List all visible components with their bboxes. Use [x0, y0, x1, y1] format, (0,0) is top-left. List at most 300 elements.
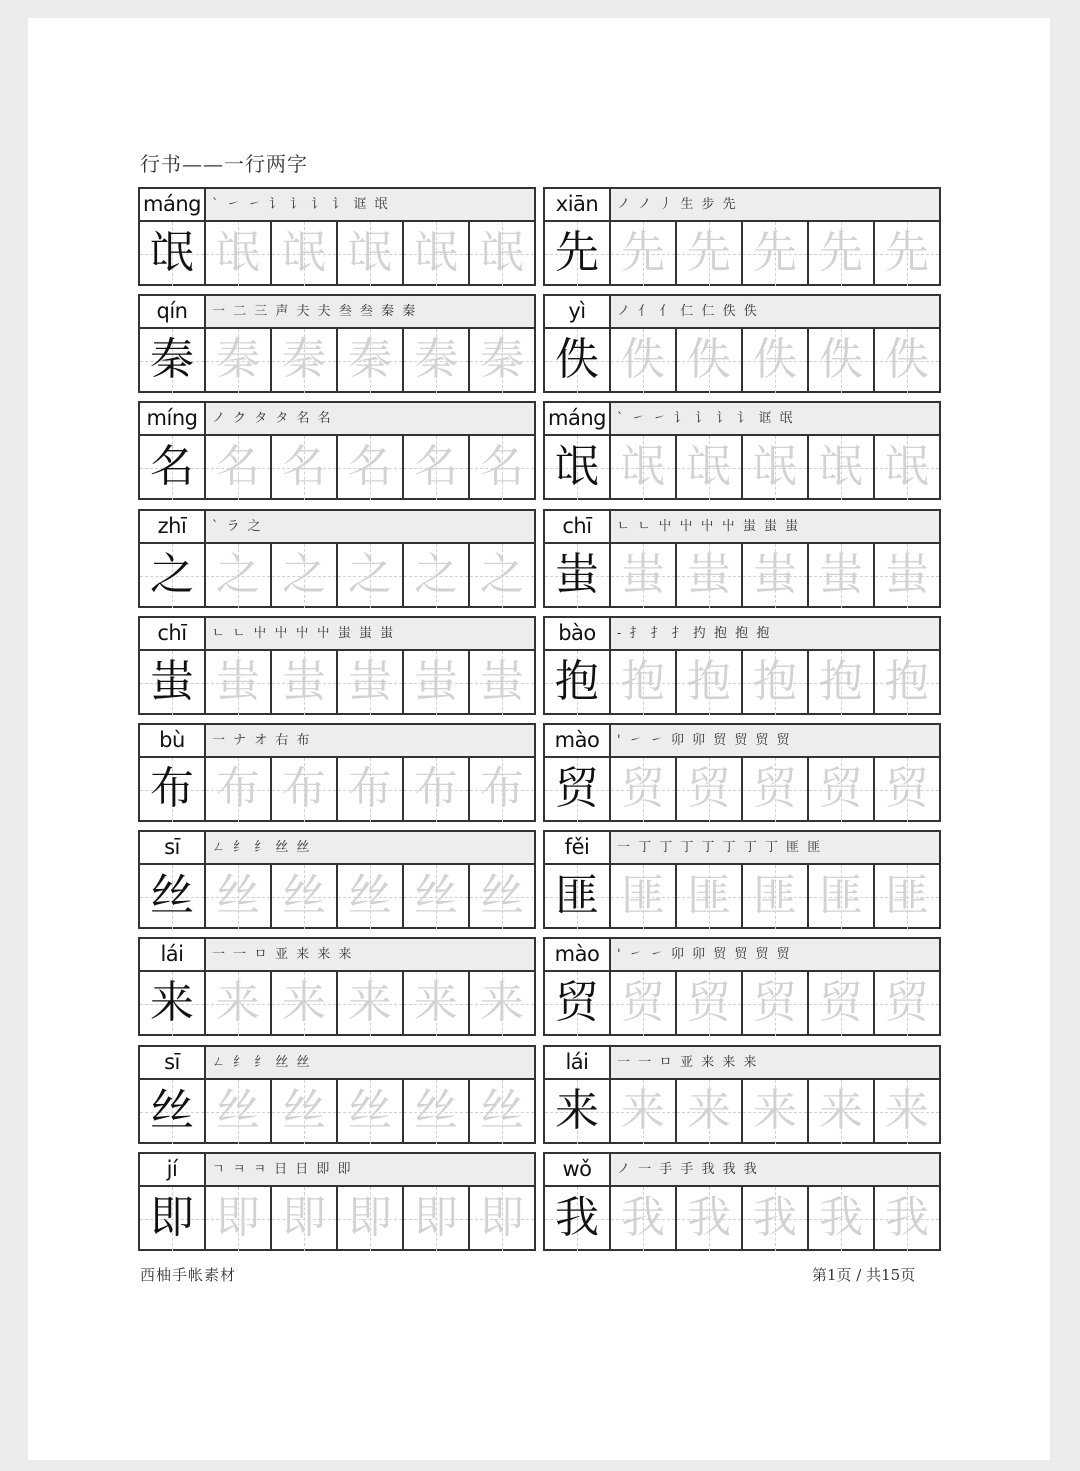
trace-character: 丝 — [480, 1084, 524, 1136]
trace-character: 蚩 — [414, 655, 458, 707]
trace-cell — [206, 651, 272, 715]
block-header — [140, 296, 534, 329]
trace-character: 来 — [753, 1084, 797, 1136]
character-block — [138, 1152, 536, 1251]
trace-cell — [338, 865, 404, 929]
model-character: 秦 — [150, 334, 194, 386]
trace-cell — [875, 1080, 939, 1144]
trace-cell — [404, 758, 470, 822]
trace-character: 氓 — [282, 227, 326, 278]
pinyin-label: lái — [545, 1047, 611, 1078]
writing-grid — [140, 222, 534, 286]
trace-character: 先 — [621, 227, 665, 278]
block-header — [140, 618, 534, 651]
writing-grid — [140, 1187, 534, 1251]
model-cell — [140, 544, 206, 608]
trace-cell — [677, 972, 743, 1036]
trace-character: 氓 — [414, 227, 458, 278]
trace-cell — [809, 329, 875, 393]
model-cell — [140, 758, 206, 822]
trace-cell — [272, 329, 338, 393]
trace-cell — [404, 436, 470, 500]
trace-character: 我 — [753, 1191, 797, 1243]
trace-character: 之 — [216, 548, 260, 600]
practice-row — [138, 187, 943, 286]
block-header — [140, 1154, 534, 1187]
trace-cell — [875, 865, 939, 929]
writing-grid — [545, 651, 939, 715]
character-block — [138, 937, 536, 1036]
trace-character: 丝 — [282, 870, 326, 922]
trace-character: 佚 — [819, 334, 863, 386]
model-cell — [545, 329, 611, 393]
model-cell — [545, 758, 611, 822]
trace-cell — [206, 544, 272, 608]
trace-cell — [470, 651, 534, 715]
character-block — [543, 616, 941, 715]
trace-cell — [338, 651, 404, 715]
trace-character: 丝 — [282, 1084, 326, 1136]
trace-cell — [875, 1187, 939, 1251]
character-block — [543, 294, 941, 393]
trace-cell — [743, 1187, 809, 1251]
model-cell — [140, 436, 206, 500]
trace-cell — [677, 1187, 743, 1251]
trace-cell — [611, 1187, 677, 1251]
trace-character: 蚩 — [819, 548, 863, 600]
stroke-order: ` ㇀ ㇀ 讠 讠 讠 讠 诓 氓 — [617, 411, 795, 427]
trace-character: 即 — [414, 1191, 458, 1243]
trace-character: 贸 — [621, 763, 665, 814]
trace-cell — [338, 1080, 404, 1144]
model-character: 匪 — [555, 870, 599, 922]
model-cell — [545, 544, 611, 608]
trace-cell — [404, 651, 470, 715]
trace-character: 来 — [621, 1084, 665, 1136]
trace-cell — [875, 222, 939, 286]
model-cell — [140, 222, 206, 286]
trace-cell — [404, 222, 470, 286]
trace-cell — [611, 865, 677, 929]
trace-cell — [743, 865, 809, 929]
writing-grid — [545, 222, 939, 286]
trace-character: 贸 — [885, 763, 929, 814]
trace-cell — [404, 544, 470, 608]
block-header — [545, 189, 939, 222]
trace-character: 氓 — [687, 441, 731, 493]
model-character: 布 — [150, 763, 194, 814]
pinyin-label: bù — [140, 725, 206, 756]
trace-character: 来 — [216, 977, 260, 1029]
trace-cell — [206, 436, 272, 500]
model-character: 丝 — [150, 1084, 194, 1136]
trace-cell — [809, 758, 875, 822]
trace-cell — [206, 1080, 272, 1144]
practice-row — [138, 509, 943, 608]
model-character: 抱 — [555, 655, 599, 707]
trace-character: 蚩 — [885, 548, 929, 600]
block-header — [545, 403, 939, 436]
trace-cell — [743, 544, 809, 608]
trace-character: 来 — [819, 1084, 863, 1136]
trace-character: 来 — [687, 1084, 731, 1136]
model-character: 先 — [555, 227, 599, 278]
trace-character: 贸 — [885, 977, 929, 1029]
stroke-order: 一 二 三 声 夫 夫 叁 叁 秦 秦 — [212, 304, 418, 320]
trace-character: 蚩 — [348, 655, 392, 707]
trace-character: 氓 — [885, 441, 929, 493]
trace-character: 布 — [216, 763, 260, 814]
trace-character: 匪 — [819, 870, 863, 922]
character-block — [138, 187, 536, 286]
trace-character: 佚 — [885, 334, 929, 386]
character-block — [543, 509, 941, 608]
trace-character: 贸 — [621, 977, 665, 1029]
stroke-order: ノ 一 手 手 我 我 我 — [617, 1161, 759, 1177]
trace-character: 匪 — [885, 870, 929, 922]
block-header — [545, 725, 939, 758]
practice-row — [138, 830, 943, 929]
trace-cell — [677, 436, 743, 500]
practice-row — [138, 294, 943, 393]
pinyin-label: yì — [545, 296, 611, 327]
block-header — [545, 1047, 939, 1080]
trace-character: 氓 — [216, 227, 260, 278]
model-cell — [545, 972, 611, 1036]
block-header — [545, 832, 939, 865]
trace-character: 布 — [414, 763, 458, 814]
trace-character: 即 — [348, 1191, 392, 1243]
trace-character: 名 — [480, 441, 524, 493]
character-block — [543, 401, 941, 500]
writing-grid — [545, 544, 939, 608]
stroke-order: ノ ノ 丿 生 步 先 — [617, 197, 738, 212]
model-character: 氓 — [150, 227, 194, 278]
trace-character: 名 — [414, 441, 458, 493]
model-cell — [140, 1187, 206, 1251]
trace-cell — [677, 651, 743, 715]
trace-cell — [338, 758, 404, 822]
trace-character: 抱 — [621, 655, 665, 707]
block-header — [140, 189, 534, 222]
writing-grid — [545, 972, 939, 1036]
pinyin-label: fěi — [545, 832, 611, 863]
trace-character: 贸 — [753, 763, 797, 814]
trace-cell — [404, 1187, 470, 1251]
writing-grid — [140, 865, 534, 929]
pinyin-label: qín — [140, 296, 206, 327]
pinyin-label: máng — [545, 403, 611, 434]
trace-character: 丝 — [348, 870, 392, 922]
trace-cell — [470, 758, 534, 822]
trace-cell — [677, 222, 743, 286]
trace-cell — [272, 651, 338, 715]
trace-cell — [470, 1187, 534, 1251]
pinyin-label: zhī — [140, 511, 206, 542]
trace-character: 蚩 — [480, 655, 524, 707]
trace-character: 贸 — [687, 763, 731, 814]
pinyin-label: mào — [545, 725, 611, 756]
block-header — [140, 725, 534, 758]
trace-character: 先 — [819, 227, 863, 278]
pinyin-label: jí — [140, 1154, 206, 1185]
trace-cell — [809, 972, 875, 1036]
model-character: 我 — [555, 1191, 599, 1243]
trace-cell — [677, 758, 743, 822]
trace-cell — [875, 651, 939, 715]
trace-character: 氓 — [621, 441, 665, 493]
trace-character: 我 — [819, 1191, 863, 1243]
trace-character: 抱 — [753, 655, 797, 707]
trace-cell — [743, 972, 809, 1036]
character-block — [138, 401, 536, 500]
trace-cell — [338, 436, 404, 500]
practice-row — [138, 1045, 943, 1144]
model-cell — [545, 865, 611, 929]
stroke-order: ㄴ ㄴ 屮 屮 屮 屮 蚩 蚩 蚩 — [617, 518, 801, 534]
model-character: 名 — [150, 441, 194, 493]
trace-character: 我 — [885, 1191, 929, 1243]
pinyin-label: míng — [140, 403, 206, 434]
trace-character: 之 — [282, 548, 326, 600]
trace-cell — [470, 544, 534, 608]
trace-character: 即 — [282, 1191, 326, 1243]
model-cell — [140, 329, 206, 393]
character-block — [138, 294, 536, 393]
trace-character: 抱 — [687, 655, 731, 707]
writing-grid — [140, 972, 534, 1036]
trace-character: 氓 — [348, 227, 392, 278]
trace-character: 抱 — [819, 655, 863, 707]
trace-cell — [809, 222, 875, 286]
pinyin-label: sī — [140, 1047, 206, 1078]
stroke-order: 一 一 ㅁ 亚 来 来 来 — [617, 1054, 759, 1070]
trace-character: 氓 — [753, 441, 797, 493]
model-character: 贸 — [555, 977, 599, 1029]
model-character: 之 — [150, 548, 194, 600]
trace-cell — [611, 1080, 677, 1144]
character-block — [543, 1152, 941, 1251]
block-header — [140, 832, 534, 865]
trace-cell — [809, 436, 875, 500]
trace-character: 匪 — [753, 870, 797, 922]
model-cell — [140, 1080, 206, 1144]
trace-character: 蚩 — [753, 548, 797, 600]
block-header — [545, 939, 939, 972]
pinyin-label: lái — [140, 939, 206, 970]
block-header — [545, 618, 939, 651]
trace-character: 之 — [348, 548, 392, 600]
writing-grid — [140, 436, 534, 500]
model-character: 来 — [555, 1084, 599, 1136]
model-character: 贸 — [555, 763, 599, 814]
trace-character: 即 — [216, 1191, 260, 1243]
pinyin-label: mào — [545, 939, 611, 970]
character-block — [543, 723, 941, 822]
pinyin-label: wǒ — [545, 1154, 611, 1185]
writing-grid — [545, 1187, 939, 1251]
model-character: 来 — [150, 977, 194, 1029]
trace-cell — [611, 436, 677, 500]
trace-cell — [809, 865, 875, 929]
trace-cell — [206, 758, 272, 822]
practice-row — [138, 401, 943, 500]
writing-grid — [545, 758, 939, 822]
trace-character: 佚 — [753, 334, 797, 386]
model-cell — [545, 1187, 611, 1251]
trace-cell — [875, 758, 939, 822]
trace-cell — [875, 972, 939, 1036]
trace-character: 佚 — [621, 334, 665, 386]
trace-character: 之 — [480, 548, 524, 600]
trace-character: 布 — [348, 763, 392, 814]
stroke-order: 一 一 ㅁ 亚 来 来 来 — [212, 947, 354, 963]
trace-cell — [338, 329, 404, 393]
model-cell — [140, 651, 206, 715]
character-block — [543, 937, 941, 1036]
trace-character: 秦 — [348, 334, 392, 386]
model-cell — [545, 1080, 611, 1144]
character-block — [138, 509, 536, 608]
writing-grid — [140, 1080, 534, 1144]
trace-cell — [470, 972, 534, 1036]
trace-cell — [677, 865, 743, 929]
trace-cell — [404, 972, 470, 1036]
model-character: 氓 — [555, 441, 599, 493]
footer-source: 西柚手帐素材 — [140, 1266, 237, 1284]
practice-row — [138, 723, 943, 822]
trace-character: 蚩 — [687, 548, 731, 600]
trace-character: 来 — [282, 977, 326, 1029]
trace-cell — [809, 1187, 875, 1251]
stroke-order: ' ㇀ ㇀ 卯 卯 贸 贸 贸 贸 — [617, 947, 792, 963]
trace-character: 秦 — [216, 334, 260, 386]
trace-character: 来 — [480, 977, 524, 1029]
practice-row — [138, 616, 943, 715]
trace-character: 我 — [621, 1191, 665, 1243]
pinyin-label: máng — [140, 189, 206, 220]
writing-grid — [140, 329, 534, 393]
trace-character: 丝 — [216, 870, 260, 922]
character-block — [543, 187, 941, 286]
trace-character: 秦 — [480, 334, 524, 386]
trace-character: 氓 — [480, 227, 524, 278]
trace-character: 布 — [282, 763, 326, 814]
trace-character: 蚩 — [216, 655, 260, 707]
block-header — [140, 1047, 534, 1080]
block-header — [545, 296, 939, 329]
trace-cell — [206, 972, 272, 1036]
block-header — [140, 939, 534, 972]
trace-character: 布 — [480, 763, 524, 814]
trace-cell — [743, 222, 809, 286]
trace-cell — [338, 1187, 404, 1251]
trace-character: 名 — [282, 441, 326, 493]
trace-cell — [809, 1080, 875, 1144]
trace-cell — [206, 865, 272, 929]
stroke-order: ノ ク タ タ 名 名 — [212, 411, 333, 427]
trace-cell — [272, 222, 338, 286]
trace-character: 名 — [348, 441, 392, 493]
model-character: 佚 — [555, 334, 599, 386]
trace-cell — [470, 436, 534, 500]
trace-character: 之 — [414, 548, 458, 600]
trace-cell — [470, 865, 534, 929]
model-character: 蚩 — [150, 655, 194, 707]
block-header — [545, 1154, 939, 1187]
trace-cell — [206, 1187, 272, 1251]
trace-character: 秦 — [282, 334, 326, 386]
model-cell — [545, 222, 611, 286]
trace-cell — [272, 758, 338, 822]
trace-cell — [611, 544, 677, 608]
trace-cell — [743, 1080, 809, 1144]
stroke-order: ㄱ ㅋ ㅋ 日 日 即 即 — [212, 1161, 353, 1177]
trace-cell — [272, 544, 338, 608]
practice-row — [138, 937, 943, 1036]
pinyin-label: xiān — [545, 189, 611, 220]
stroke-order: ` ラ 之 — [212, 518, 263, 534]
trace-character: 抱 — [885, 655, 929, 707]
trace-cell — [272, 1187, 338, 1251]
model-cell — [140, 865, 206, 929]
block-header — [140, 403, 534, 436]
trace-character: 贸 — [819, 763, 863, 814]
trace-character: 贸 — [687, 977, 731, 1029]
trace-cell — [677, 544, 743, 608]
trace-character: 蚩 — [621, 548, 665, 600]
writing-grid — [545, 436, 939, 500]
trace-character: 蚩 — [282, 655, 326, 707]
writing-grid — [545, 329, 939, 393]
character-block — [543, 1045, 941, 1144]
trace-cell — [206, 222, 272, 286]
stroke-order: 一 ナ オ 右 布 — [212, 733, 312, 748]
model-cell — [140, 972, 206, 1036]
trace-cell — [875, 436, 939, 500]
trace-cell — [743, 758, 809, 822]
writing-grid — [545, 865, 939, 929]
stroke-order: ` ㇀ ㇀ 讠 讠 讠 讠 诓 氓 — [212, 197, 390, 212]
trace-character: 匪 — [687, 870, 731, 922]
trace-cell — [206, 329, 272, 393]
trace-character: 佚 — [687, 334, 731, 386]
stroke-order: ㄥ 纟 纟 丝 丝 — [212, 1054, 312, 1070]
writing-grid — [140, 544, 534, 608]
model-cell — [545, 651, 611, 715]
trace-cell — [272, 1080, 338, 1144]
trace-character: 即 — [480, 1191, 524, 1243]
trace-character: 贸 — [753, 977, 797, 1029]
trace-cell — [338, 544, 404, 608]
character-block — [543, 830, 941, 929]
trace-character: 来 — [885, 1084, 929, 1136]
trace-cell — [875, 544, 939, 608]
trace-cell — [809, 651, 875, 715]
trace-cell — [611, 651, 677, 715]
model-character: 蚩 — [555, 548, 599, 600]
page-title: 行书——一行两字 — [140, 152, 308, 176]
model-character: 即 — [150, 1191, 194, 1243]
writing-grid — [140, 651, 534, 715]
trace-cell — [611, 222, 677, 286]
trace-character: 先 — [687, 227, 731, 278]
trace-cell — [611, 758, 677, 822]
trace-character: 来 — [348, 977, 392, 1029]
practice-row — [138, 1152, 943, 1251]
trace-cell — [809, 544, 875, 608]
trace-character: 丝 — [216, 1084, 260, 1136]
